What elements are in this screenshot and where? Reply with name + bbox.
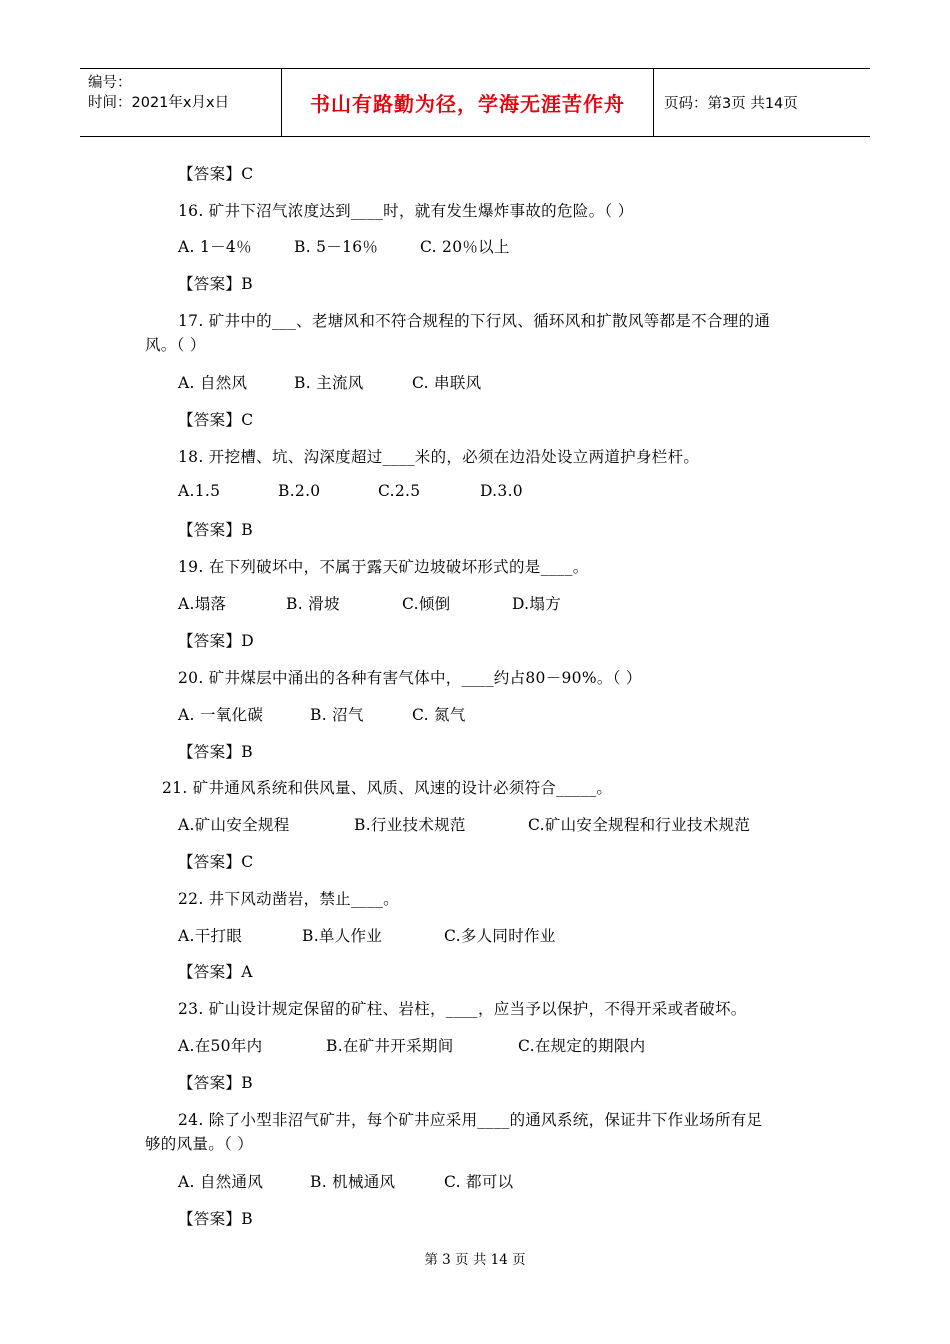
option: A. 一氧化碳 xyxy=(178,706,264,724)
option: D.塌方 xyxy=(512,595,562,613)
question-20: 20. 矿井煤层中涌出的各种有害气体中，____约占80－90%。（ ） xyxy=(178,669,642,687)
option: A. 1－4％ xyxy=(178,238,252,256)
answer-24: 【答案】B xyxy=(178,1210,253,1228)
option: A.1.5 xyxy=(178,482,221,500)
option: C. 串联风 xyxy=(412,374,482,392)
option: C. 都可以 xyxy=(444,1173,514,1191)
header-meta xyxy=(80,69,282,136)
option: A. 自然风 xyxy=(178,374,248,392)
serial-number: 编号： xyxy=(88,75,132,91)
answer-18: 【答案】B xyxy=(178,521,253,539)
option: B. 机械通风 xyxy=(310,1173,396,1191)
question-16: 16. 矿井下沼气浓度达到____时，就有发生爆炸事故的危险。（ ） xyxy=(178,202,634,220)
answer-19: 【答案】D xyxy=(178,632,254,650)
option: B.在矿井开采期间 xyxy=(326,1037,454,1055)
option: A.塌落 xyxy=(178,595,227,613)
option: D.3.0 xyxy=(480,482,523,500)
option: B. 滑坡 xyxy=(286,595,340,613)
option: C.倾倒 xyxy=(402,595,451,613)
option: B. 主流风 xyxy=(294,374,364,392)
question-24-cont: 够的风量。（ ） xyxy=(145,1135,254,1153)
answer-20: 【答案】B xyxy=(178,743,253,761)
page-footer: 第 3 页 共 14 页 xyxy=(424,1252,526,1268)
option: C.2.5 xyxy=(378,482,421,500)
option: B. 沼气 xyxy=(310,706,364,724)
option: C.多人同时作业 xyxy=(444,927,556,945)
option: A.干打眼 xyxy=(178,927,243,945)
option: C.在规定的期限内 xyxy=(518,1037,646,1055)
answer-15: 【答案】C xyxy=(178,165,254,183)
page-header xyxy=(80,68,870,137)
question-17-cont: 风。（ ） xyxy=(145,336,206,354)
question-23: 23. 矿山设计规定保留的矿柱、岩柱，____，应当予以保护，不得开采或者破坏。 xyxy=(178,1000,747,1018)
question-19: 19. 在下列破坏中，不属于露天矿边坡破坏形式的是____。 xyxy=(178,558,589,576)
answer-23: 【答案】B xyxy=(178,1074,253,1092)
answer-22: 【答案】A xyxy=(178,963,253,981)
option: A.矿山安全规程 xyxy=(178,816,290,834)
motto-text: 书山有路勤为径，学海无涯苦作舟 xyxy=(310,92,625,116)
option: C. 20％以上 xyxy=(420,238,510,256)
header-date: 时间：2021年x月x日 xyxy=(88,95,230,111)
option: A.在50年内 xyxy=(178,1037,263,1055)
question-17: 17. 矿井中的___、老塘风和不符合规程的下行风、循环风和扩散风等都是不合理的通 xyxy=(178,312,771,330)
answer-17: 【答案】C xyxy=(178,411,254,429)
page-indicator: 页码：第3页 共14页 xyxy=(664,96,798,112)
option: A. 自然通风 xyxy=(178,1173,264,1191)
header-motto xyxy=(282,69,654,136)
question-24: 24. 除了小型非沼气矿井，每个矿井应采用____的通风系统，保证井下作业场所有足 xyxy=(178,1111,763,1129)
question-18: 18. 开挖槽、坑、沟深度超过____米的，必须在边沿处设立两道护身栏杆。 xyxy=(178,448,700,466)
answer-16: 【答案】B xyxy=(178,275,253,293)
option: C. 氮气 xyxy=(412,706,466,724)
option: B.行业技术规范 xyxy=(354,816,466,834)
header-page xyxy=(654,69,870,136)
option: B. 5－16％ xyxy=(294,238,379,256)
answer-21: 【答案】C xyxy=(178,853,254,871)
question-21: 21. 矿井通风系统和供风量、风质、风速的设计必须符合_____。 xyxy=(162,779,613,797)
option: B.单人作业 xyxy=(302,927,383,945)
option: B.2.0 xyxy=(278,482,321,500)
option: C.矿山安全规程和行业技术规范 xyxy=(528,816,751,834)
question-22: 22. 井下风动凿岩，禁止____。 xyxy=(178,890,399,908)
